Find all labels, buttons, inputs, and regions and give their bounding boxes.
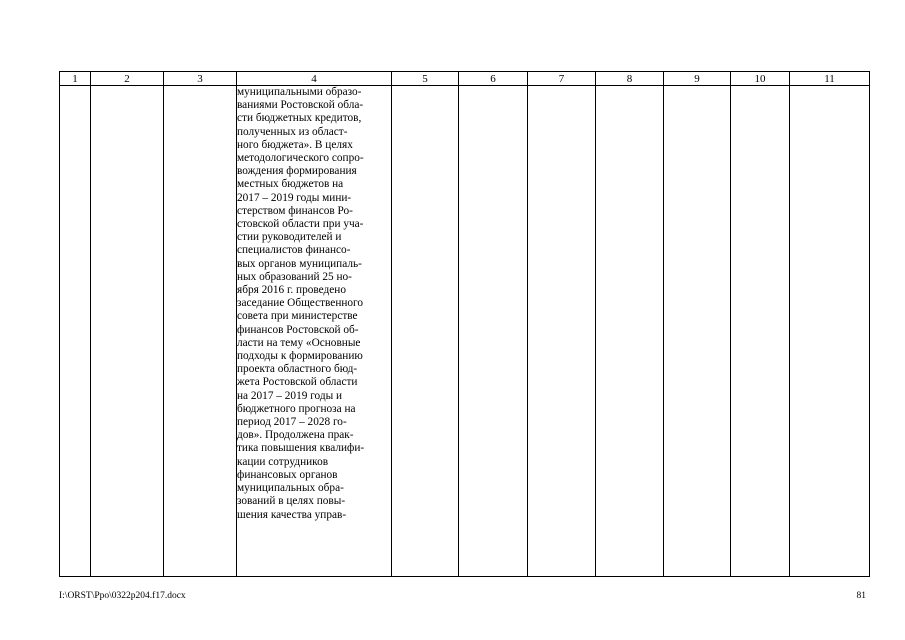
column-header-5: 5 bbox=[392, 72, 459, 86]
column-header-7: 7 bbox=[528, 72, 596, 86]
column-header-4: 4 bbox=[237, 72, 392, 86]
cell-col-8 bbox=[596, 86, 664, 577]
cell-col-7 bbox=[528, 86, 596, 577]
column-header-1: 1 bbox=[60, 72, 91, 86]
column-header-8: 8 bbox=[596, 72, 664, 86]
table-row bbox=[60, 86, 870, 577]
cell-col-10 bbox=[731, 86, 790, 577]
cell-col-4-text: муниципальными образо- ваниями Ростовской обла- сти бюджетных кредитов, полученных из област- ного бюджета». В целях методологического сопро- вождения формирования местных бюджетов на 2017 – 2019 годы мини- стерством финансов Ро- стовской области при уча- стии руководителей и специалистов финансо- вых органов муниципаль- ных образований 25 но- ября 2016 г. проведено заседание Общественного совета при министерстве финансов Ростовской об- ласти на тему «Основные подходы к формированию проекта областного бюд- жета Ростовской области на 2017 – 2019 годы и бюджетного прогноза на период 2017 – 2028 го- дов». Продолжена прак- тика повышения квалифи- кации сотрудников финансовых органов муниципальных обра- зований в целях повы- шения качества управ- bbox=[237, 86, 392, 577]
column-header-3: 3 bbox=[164, 72, 237, 86]
cell-col-6 bbox=[459, 86, 528, 577]
column-header-11: 11 bbox=[790, 72, 870, 86]
header-row bbox=[60, 72, 870, 86]
column-header-6: 6 bbox=[459, 72, 528, 86]
cell-col-5 bbox=[392, 86, 459, 577]
column-header-10: 10 bbox=[731, 72, 790, 86]
column-header-2: 2 bbox=[91, 72, 164, 86]
cell-col-9 bbox=[664, 86, 731, 577]
footer-page-number: 81 bbox=[856, 591, 866, 601]
cell-col-3 bbox=[164, 86, 237, 577]
column-header-9: 9 bbox=[664, 72, 731, 86]
data-table bbox=[59, 71, 870, 577]
cell-col-2 bbox=[91, 86, 164, 577]
cell-col-11 bbox=[790, 86, 870, 577]
cell-col-1 bbox=[60, 86, 91, 577]
footer-file-path: I:\ORST\Ppo\0322p204.f17.docx bbox=[59, 591, 186, 601]
